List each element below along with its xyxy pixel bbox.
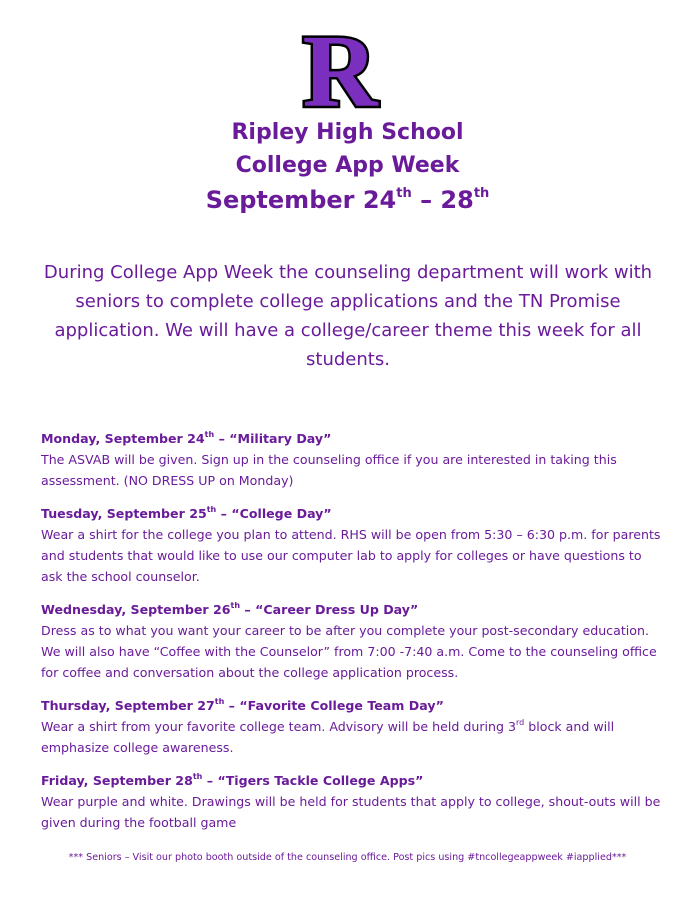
day-date-suffix: th [206, 505, 217, 514]
dates-start: September 24 [205, 186, 397, 214]
event-dates [0, 182, 695, 218]
day-description [41, 716, 661, 758]
day-heading [41, 599, 661, 620]
day-heading [41, 695, 661, 716]
day-monday [41, 428, 661, 491]
day-heading [41, 770, 661, 791]
day-theme: – “Tigers Tackle College Apps” [202, 773, 424, 788]
day-schedule [41, 428, 661, 845]
day-description-part: block and will emphasize college awareness. [41, 719, 615, 755]
day-description: Wear a shirt for the college you plan to attend. RHS will be open from 5:30 – 6:30 p.m. for parents and students that would like to use our computer lab to apply for colleges or have questions to ask the school counselor. [41, 527, 661, 584]
day-date: Friday, September 28 [41, 773, 193, 788]
day-date: Wednesday, September 26 [41, 602, 231, 617]
day-theme: – “Favorite College Team Day” [224, 698, 444, 713]
event-title: College App Week [235, 153, 460, 178]
dates-separator: – 28 [411, 186, 474, 214]
day-date: Tuesday, September 25 [41, 506, 207, 521]
dates-start-suffix: th [396, 186, 412, 201]
intro-paragraph: During College App Week the counseling department will work with seniors to complete college applications and the TN Promise application. We will have a college/career theme this week for all students. [43, 262, 653, 370]
day-wednesday [41, 599, 661, 683]
footer-note: *** Seniors – Visit our photo booth outside of the counseling office. Post pics using #tncollegeappweek #iapplied*** [68, 852, 627, 863]
day-date: Monday, September 24 [41, 431, 205, 446]
day-date-suffix: th [192, 772, 203, 781]
header [0, 116, 695, 218]
day-friday [41, 770, 661, 833]
day-date-suffix: th [204, 430, 215, 439]
day-theme: – “College Day” [216, 506, 332, 521]
day-thursday [41, 695, 661, 758]
day-description: Dress as to what you want your career to be after you complete your post-secondary education. We will also have “Coffee with the Counselor” from 7:00 -7:40 a.m. Come to the counseling office for coffee and conversation about the college application process. [41, 623, 657, 680]
day-date-suffix: th [230, 601, 241, 610]
day-description-part: Wear a shirt from your favorite college team. Advisory will be held during 3 [41, 719, 517, 734]
day-heading [41, 503, 661, 524]
school-logo [296, 22, 384, 118]
logo-letter: R [302, 22, 378, 118]
day-theme: – “Military Day” [214, 431, 332, 446]
day-description: Wear purple and white. Drawings will be held for students that apply to college, shout-outs will be given during the football game [41, 794, 661, 830]
day-heading [41, 428, 661, 449]
day-description: The ASVAB will be given. Sign up in the counseling office if you are interested in taking this assessment. (NO DRESS UP on Monday) [41, 452, 617, 488]
dates-end-suffix: th [473, 186, 490, 201]
day-date-suffix: th [214, 697, 225, 706]
r-logo-icon [296, 22, 384, 118]
day-tuesday [41, 503, 661, 587]
school-name: Ripley High School [231, 120, 464, 145]
ordinal-suffix: rd [516, 718, 525, 727]
day-date: Thursday, September 27 [41, 698, 215, 713]
day-theme: – “Career Dress Up Day” [240, 602, 419, 617]
